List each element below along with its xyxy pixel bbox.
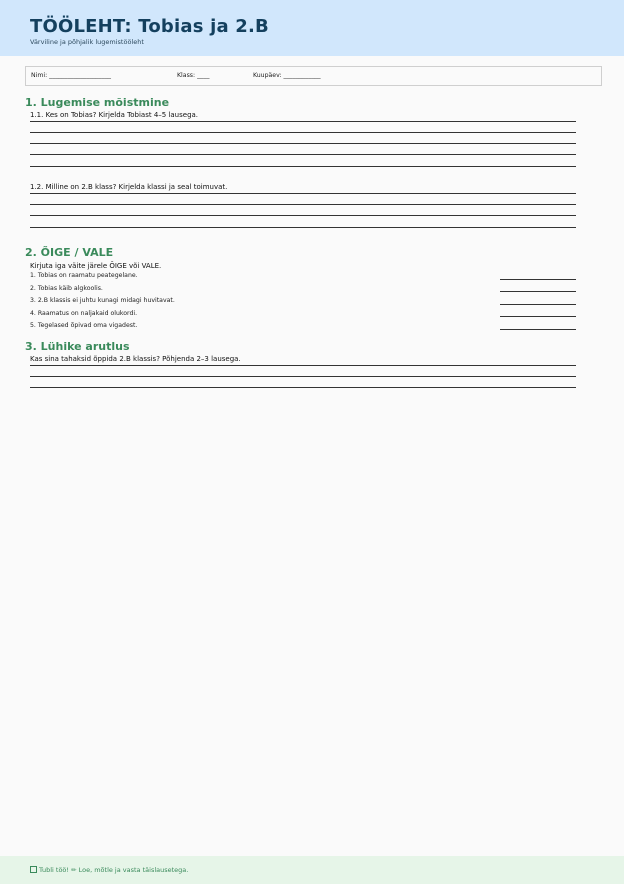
star-icon bbox=[30, 866, 37, 873]
section-1-title: 1. Lugemise mõistmine bbox=[25, 96, 170, 109]
answer-line[interactable] bbox=[30, 227, 576, 228]
answer-line[interactable] bbox=[30, 376, 576, 377]
student-info-box bbox=[25, 66, 602, 86]
question-3-1: Kas sina tahaksid õppida 2.B klassis? Põhjenda 2–3 lausega. bbox=[30, 355, 241, 363]
true-false-item: 3. 2.B klassis ei juhtu kunagi midagi huvitavat. bbox=[30, 297, 175, 304]
answer-line[interactable] bbox=[30, 154, 576, 155]
true-false-item: 1. Tobias on raamatu peategelane. bbox=[30, 272, 138, 279]
true-false-item: 5. Tegelased õpivad oma vigadest. bbox=[30, 322, 138, 329]
page-subtitle: Värviline ja põhjalik lugemistööleht bbox=[30, 38, 144, 46]
answer-line[interactable] bbox=[30, 121, 576, 122]
page-title: TÖÖLEHT: Tobias ja 2.B bbox=[30, 16, 269, 37]
true-false-answer-line[interactable] bbox=[500, 291, 576, 292]
question-1-1: 1.1. Kes on Tobias? Kirjelda Tobiast 4–5 lausega. bbox=[30, 111, 199, 119]
answer-line[interactable] bbox=[30, 387, 576, 388]
page-footer bbox=[0, 856, 624, 884]
date-field[interactable]: Kuupäev: ____________ bbox=[253, 72, 321, 79]
section-2-title: 2. ÕIGE / VALE bbox=[25, 246, 114, 259]
page-header bbox=[0, 0, 624, 56]
true-false-answer-line[interactable] bbox=[500, 304, 576, 305]
true-false-answer-line[interactable] bbox=[500, 279, 576, 280]
footer-tip bbox=[30, 866, 188, 874]
true-false-item: 2. Tobias käib algkoolis. bbox=[30, 285, 103, 292]
footer-text: Tubli töö! ✏ Loe, mõtle ja vasta täislausetega. bbox=[39, 866, 189, 874]
answer-line[interactable] bbox=[30, 193, 576, 194]
answer-line[interactable] bbox=[30, 166, 576, 167]
true-false-answer-line[interactable] bbox=[500, 316, 576, 317]
true-false-item: 4. Raamatus on naljakaid olukordi. bbox=[30, 310, 138, 317]
answer-line[interactable] bbox=[30, 132, 576, 133]
question-1-2: 1.2. Milline on 2.B klass? Kirjelda klassi ja seal toimuvat. bbox=[30, 183, 228, 191]
answer-line[interactable] bbox=[30, 365, 576, 366]
answer-line[interactable] bbox=[30, 143, 576, 144]
answer-line[interactable] bbox=[30, 204, 576, 205]
answer-line[interactable] bbox=[30, 215, 576, 216]
true-false-answer-line[interactable] bbox=[500, 329, 576, 330]
name-field[interactable]: Nimi: ____________________ bbox=[31, 72, 112, 79]
section-3-title: 3. Lühike arutlus bbox=[25, 340, 130, 353]
class-field[interactable]: Klass: ____ bbox=[177, 72, 210, 79]
section-2-instruction: Kirjuta iga väite järele ÕIGE või VALE. bbox=[30, 262, 162, 270]
